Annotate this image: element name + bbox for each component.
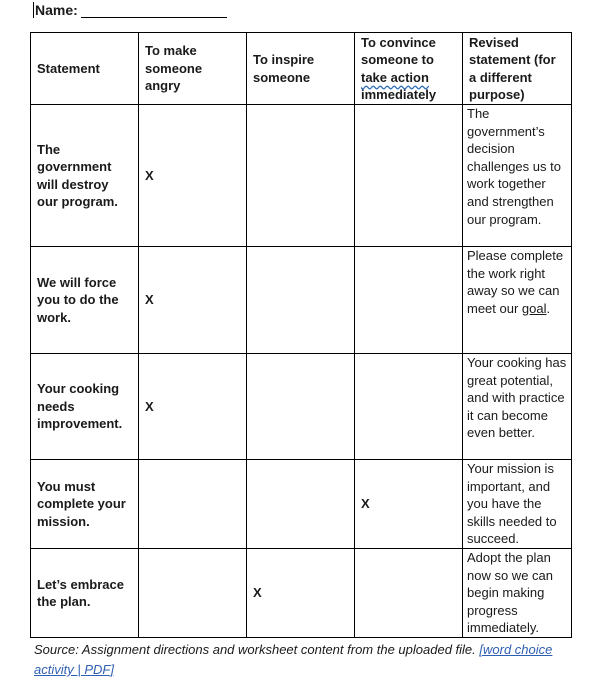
revised-cell[interactable]: Adopt the plan now so we can begin making progress immediately. [463, 549, 572, 638]
word-choice-table [30, 32, 572, 638]
revised-text: Please complete the work right away so we can meet our [467, 248, 564, 316]
inspire-mark[interactable]: X [247, 549, 355, 638]
table-row [31, 247, 572, 354]
convince-mark[interactable] [355, 549, 463, 638]
revised-cell[interactable]: Your cooking has great potential, and with practice it can become even better. [463, 354, 572, 460]
inspire-mark[interactable] [247, 105, 355, 247]
revised-period: . [546, 300, 551, 316]
angry-mark[interactable] [139, 549, 247, 638]
statement-cell: The government will destroy our program. [31, 105, 139, 247]
header-inspire: To inspire someone [247, 33, 355, 105]
name-field-line[interactable] [33, 2, 227, 18]
convince-mark[interactable] [355, 105, 463, 247]
angry-mark[interactable]: X [139, 354, 247, 460]
header-convince-part1: To convince someone to [361, 34, 436, 67]
convince-mark[interactable] [355, 247, 463, 354]
header-convince [355, 33, 463, 105]
source-citation [34, 640, 574, 680]
source-text: Source: Assignment directions and worksheet content from the uploaded file. [34, 642, 480, 657]
header-make-angry: To make someone angry [139, 33, 247, 105]
revised-underlined-word: goal [521, 300, 547, 316]
header-statement: Statement [31, 33, 139, 105]
name-label: Name: [35, 2, 78, 18]
convince-mark[interactable] [355, 354, 463, 460]
statement-cell: Let’s embrace the plan. [31, 549, 139, 638]
inspire-mark[interactable] [247, 247, 355, 354]
inspire-mark[interactable] [247, 460, 355, 549]
angry-mark[interactable] [139, 460, 247, 549]
inspire-mark[interactable] [247, 354, 355, 460]
revised-cell[interactable]: Your mission is important, and you have the skills needed to succeed. [463, 460, 572, 549]
header-revised: Revised statement (for a different purpose) [463, 33, 572, 105]
name-blank-line[interactable] [81, 5, 227, 18]
text-cursor [33, 2, 34, 18]
header-convince-spellcheck: take action [361, 69, 429, 85]
revised-cell[interactable] [463, 247, 572, 354]
revised-cell[interactable]: The government’s decision challenges us to work together and strengthen our program. [463, 105, 572, 247]
statement-cell: We will force you to do the work. [31, 247, 139, 354]
angry-mark[interactable]: X [139, 105, 247, 247]
table-row [31, 549, 572, 638]
table-header-row [31, 33, 572, 105]
statement-cell: Your cooking needs improvement. [31, 354, 139, 460]
table-row [31, 354, 572, 460]
table-row [31, 460, 572, 549]
statement-cell: You must complete your mission. [31, 460, 139, 549]
convince-mark[interactable]: X [355, 460, 463, 549]
source-link[interactable]: [word choice activity | PDF] [34, 642, 553, 677]
table-row [31, 105, 572, 247]
angry-mark[interactable]: X [139, 247, 247, 354]
header-convince-part3: immediately [361, 87, 437, 102]
